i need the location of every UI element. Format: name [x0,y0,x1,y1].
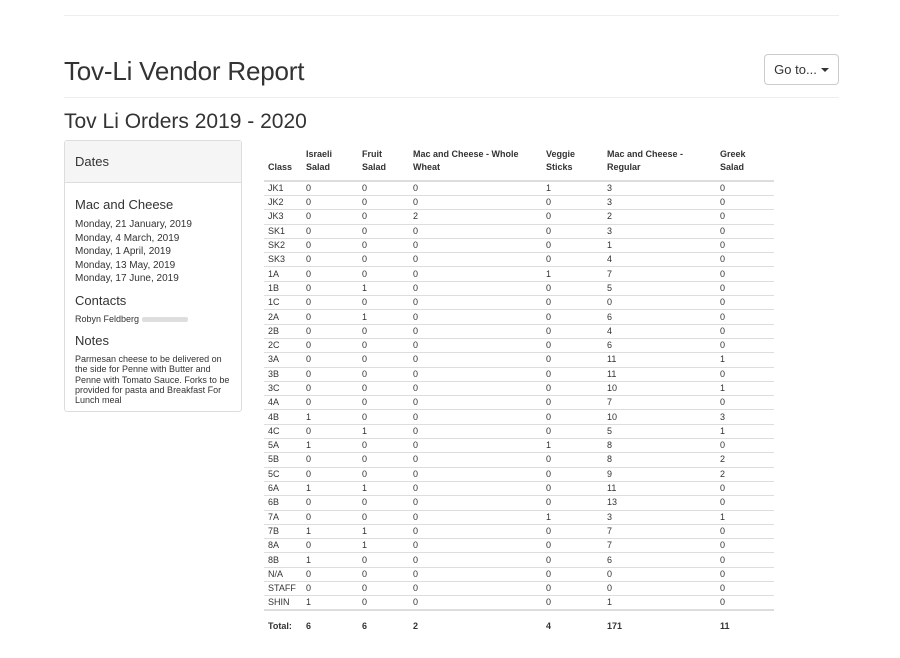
quantity-cell: 0 [542,253,603,267]
notes-title: Notes [75,332,109,348]
quantity-cell: 0 [409,253,542,267]
quantity-cell: 0 [716,253,774,267]
class-cell: N/A [264,567,302,581]
table-row [264,553,774,567]
quantity-cell: 0 [358,381,409,395]
quantity-cell: 1 [716,353,774,367]
quantity-cell: 0 [302,338,358,352]
quantity-cell: 0 [306,183,312,193]
class-cell: 4B [264,410,302,424]
quantity-cell: 0 [302,424,358,438]
quantity-cell: 0 [542,310,603,324]
quantity-cell: 0 [358,596,409,611]
column-header: Class [264,148,302,181]
quantity-cell: 0 [542,367,603,381]
quantity-cell: 6 [603,553,716,567]
quantity-cell: 0 [542,481,603,495]
quantity-cell: 0 [358,567,409,581]
quantity-cell: 1 [302,410,358,424]
class-cell: SHIN [264,596,302,611]
contact-line [75,314,231,324]
quantity-cell: 0 [542,338,603,352]
quantity-cell: 0 [542,467,603,481]
quantity-cell: 13 [603,496,716,510]
quantity-cell: 8 [603,439,716,453]
quantity-cell: 2 [603,210,716,224]
quantity-cell: 0 [542,539,603,553]
table-row [264,310,774,324]
quantity-cell: 0 [542,567,603,581]
table-row [264,510,774,524]
panel-body [65,183,241,405]
quantity-cell: 0 [358,296,409,310]
quantity-cell: 0 [409,238,542,252]
quantity-cell: 0 [409,553,542,567]
quantity-cell: 0 [358,496,409,510]
class-cell: 2B [264,324,302,338]
quantity-cell: 3 [603,196,716,210]
quantity-cell: 0 [358,582,409,596]
quantity-cell: 0 [409,539,542,553]
quantity-cell: 8 [603,453,716,467]
quantity-cell: 0 [409,367,542,381]
totals-cell: 171 [603,610,716,636]
quantity-cell: 0 [358,467,409,481]
class-cell: JK2 [264,196,302,210]
notes-text: Parmesan cheese to be delivered on the side for Penne with Butter and Penne with Tomato Sauce. Forks to be provided for pasta and Breakfast For Lunch meal [75,353,230,406]
class-cell: 5B [264,453,302,467]
quantity-cell: 0 [409,281,542,295]
quantity-cell: 0 [409,567,542,581]
table-row [264,324,774,338]
quantity-cell: 0 [716,224,774,238]
quantity-cell: 0 [716,210,774,224]
quantity-cell: 0 [409,381,542,395]
quantity-cell: 1 [716,424,774,438]
table-row [264,381,774,395]
quantity-cell: 1 [358,310,409,324]
quantity-cell: 1 [542,267,603,281]
quantity-cell: 1 [358,281,409,295]
quantity-cell: 0 [542,553,603,567]
class-cell: 2A [264,310,302,324]
quantity-cell: 0 [409,410,542,424]
quantity-cell: 0 [716,281,774,295]
quantity-cell: 9 [603,467,716,481]
quantity-cell: 0 [302,296,358,310]
quantity-cell: 0 [302,253,358,267]
quantity-cell: 0 [409,324,542,338]
quantity-cell: 0 [542,353,603,367]
quantity-cell: 0 [409,424,542,438]
table-row [264,396,774,410]
contacts-title: Contacts [75,292,127,308]
quantity-cell: 10 [603,381,716,395]
class-cell: 1B [264,281,302,295]
table-row [264,596,774,611]
class-cell: SK1 [264,224,302,238]
class-cell: SK2 [264,238,302,252]
column-header: Israeli Salad [302,148,358,181]
quantity-cell: 10 [603,410,716,424]
totals-cell: 4 [542,610,603,636]
class-cell: 1C [264,296,302,310]
quantity-cell: 0 [542,238,603,252]
quantity-cell: 1 [546,183,552,193]
quantity-cell: 1 [542,510,603,524]
quantity-cell: 0 [542,496,603,510]
quantity-cell: 0 [409,338,542,352]
quantity-cell: 0 [358,238,409,252]
quantity-cell: 3 [603,510,716,524]
quantity-cell: 0 [302,196,358,210]
class-cell: 2C [264,338,302,352]
quantity-cell: 0 [542,210,603,224]
table-row [264,210,774,224]
quantity-cell: 0 [302,367,358,381]
quantity-cell: 0 [358,324,409,338]
quantity-cell: 0 [542,453,603,467]
quantity-cell: 0 [358,196,409,210]
page-header [64,54,839,98]
quantity-cell: 0 [302,281,358,295]
quantity-cell: 11 [603,353,716,367]
quantity-cell: 3 [603,224,716,238]
orders-table [264,148,774,636]
quantity-cell: 0 [409,196,542,210]
column-header: Fruit Salad [358,148,409,181]
quantity-cell: 0 [716,296,774,310]
quantity-cell: 0 [409,396,542,410]
table-row [264,267,774,281]
quantity-cell: 0 [716,567,774,581]
quantity-cell: 0 [716,439,774,453]
quantity-cell: 0 [716,196,774,210]
quantity-cell: 1 [603,238,716,252]
quantity-cell: 0 [603,567,716,581]
quantity-cell: 2 [716,453,774,467]
redacted-contact-info [142,317,188,322]
table-row [264,238,774,252]
quantity-cell: 0 [542,582,603,596]
quantity-cell: 0 [358,553,409,567]
quantity-cell: 0 [720,183,726,193]
quantity-cell: 1 [302,553,358,567]
caret-down-icon [821,68,829,72]
class-cell: 7A [264,510,302,524]
column-header: Veggie Sticks [542,148,603,181]
quantity-cell: 0 [302,224,358,238]
quantity-cell: 4 [603,324,716,338]
quantity-cell: 2 [409,210,542,224]
quantity-cell: 0 [542,381,603,395]
quantity-cell: 0 [716,596,774,611]
quantity-cell: 0 [542,596,603,611]
quantity-cell: 0 [302,396,358,410]
class-cell: 8B [264,553,302,567]
totals-cell: 6 [358,610,409,636]
quantity-cell: 0 [409,481,542,495]
quantity-cell: 0 [716,481,774,495]
quantity-cell: 0 [409,467,542,481]
quantity-cell: 0 [542,524,603,538]
page-title: Tov-Li Vendor Report [64,56,305,86]
table-row [264,439,774,453]
table-row [264,281,774,295]
quantity-cell: 0 [409,510,542,524]
class-cell: 6B [264,496,302,510]
quantity-cell: 11 [603,367,716,381]
class-cell: 8A [264,539,302,553]
quantity-cell: 0 [542,396,603,410]
quantity-cell: 0 [716,338,774,352]
quantity-cell: 0 [716,367,774,381]
quantity-cell: 6 [603,338,716,352]
column-header: Mac and Cheese - Whole Wheat [409,148,542,181]
quantity-cell: 0 [716,267,774,281]
quantity-cell: 2 [716,467,774,481]
quantity-cell: 1 [603,596,716,611]
quantity-cell: 0 [358,510,409,524]
quantity-cell: 1 [358,539,409,553]
quantity-cell: 1 [358,481,409,495]
quantity-cell: 3 [716,410,774,424]
quantity-cell: 0 [358,396,409,410]
quantity-cell: 0 [542,424,603,438]
quantity-cell: 0 [409,496,542,510]
class-cell: 5C [264,467,302,481]
table-row [264,539,774,553]
class-cell: 4C [264,424,302,438]
quantity-cell: 7 [603,539,716,553]
quantity-cell: 0 [302,539,358,553]
quantity-cell: 0 [716,324,774,338]
class-cell: 3C [264,381,302,395]
quantity-cell: 0 [302,324,358,338]
column-header: Mac and Cheese - Regular [603,148,716,181]
class-cell: 4A [264,396,302,410]
quantity-cell: 0 [542,196,603,210]
quantity-cell: 6 [603,310,716,324]
quantity-cell: 0 [409,224,542,238]
quantity-cell: 5 [603,424,716,438]
date-item: Monday, 4 March, 2019 [75,232,180,244]
date-item: Monday, 21 January, 2019 [75,219,192,230]
section-title: Tov Li Orders 2019 - 2020 [64,110,307,133]
quantity-cell: 0 [358,253,409,267]
quantity-cell: 1 [716,510,774,524]
quantity-cell: 1 [358,524,409,538]
table-row [264,453,774,467]
table-row [264,224,774,238]
class-cell: 5A [264,439,302,453]
quantity-cell: 0 [716,238,774,252]
totals-cell: 6 [302,610,358,636]
quantity-cell: 0 [302,310,358,324]
quantity-cell: 0 [358,439,409,453]
quantity-cell: 0 [603,296,716,310]
table-body [264,181,774,610]
quantity-cell: 0 [716,539,774,553]
quantity-cell: 0 [302,267,358,281]
table-row [264,582,774,596]
quantity-cell: 0 [302,467,358,481]
quantity-cell: 0 [302,238,358,252]
quantity-cell: 0 [716,496,774,510]
quantity-cell: 0 [302,567,358,581]
quantity-cell: 0 [362,183,368,193]
table-row [264,496,774,510]
class-cell: 6A [264,481,302,495]
dates-panel [64,140,242,412]
quantity-cell: 0 [413,183,419,193]
quantity-cell: 0 [302,381,358,395]
totals-cell: Total: [264,610,302,636]
quantity-cell: 3 [607,183,613,193]
contact-name: Robyn Feldberg [75,313,140,324]
panel-heading: Dates [65,141,241,183]
quantity-cell: 0 [358,453,409,467]
quantity-cell: 1 [542,439,603,453]
table-row [264,524,774,538]
date-item: Monday, 1 April, 2019 [75,246,171,258]
quantity-cell: 7 [603,396,716,410]
quantity-cell: 1 [302,439,358,453]
table-row [264,567,774,581]
table-row [264,196,774,210]
quantity-cell: 7 [603,524,716,538]
goto-dropdown-button[interactable] [764,54,839,85]
quantity-cell: 0 [358,338,409,352]
quantity-cell: 0 [358,224,409,238]
quantity-cell: 5 [603,281,716,295]
quantity-cell: 0 [409,596,542,611]
quantity-cell: 0 [542,324,603,338]
goto-label: Go to... [774,62,817,77]
table-row [264,467,774,481]
quantity-cell: 0 [542,224,603,238]
quantity-cell: 0 [409,453,542,467]
quantity-cell: 7 [603,267,716,281]
quantity-cell: 0 [358,410,409,424]
quantity-cell: 0 [542,410,603,424]
quantity-cell: 0 [409,524,542,538]
table-row [264,181,774,196]
quantity-cell: 1 [358,424,409,438]
quantity-cell: 0 [358,267,409,281]
quantity-cell: 0 [542,281,603,295]
class-cell: SK3 [264,253,302,267]
quantity-cell: 0 [409,267,542,281]
column-header: Greek Salad [716,148,774,181]
quantity-cell: 0 [716,396,774,410]
class-cell: 7B [264,524,302,538]
quantity-cell: 0 [409,310,542,324]
quantity-cell: 0 [716,310,774,324]
table-header-row [264,148,774,181]
table-row [264,253,774,267]
class-cell: JK3 [264,210,302,224]
menu-title: Mac and Cheese [75,197,174,212]
table-row [264,424,774,438]
date-list [75,218,231,286]
class-cell: 1A [264,267,302,281]
quantity-cell: 1 [716,381,774,395]
quantity-cell: 0 [409,582,542,596]
quantity-cell: 0 [716,553,774,567]
quantity-cell: 0 [409,353,542,367]
quantity-cell: 0 [302,582,358,596]
quantity-cell: 0 [302,510,358,524]
table-row [264,296,774,310]
quantity-cell: 0 [542,296,603,310]
table-row [264,410,774,424]
date-item: Monday, 13 May, 2019 [75,259,176,271]
table-row [264,367,774,381]
class-cell: STAFF [264,582,302,596]
quantity-cell: 0 [409,439,542,453]
date-item: Monday, 17 June, 2019 [75,273,179,285]
quantity-cell: 0 [302,210,358,224]
quantity-cell: 0 [409,296,542,310]
class-cell: 3A [264,353,302,367]
quantity-cell: 0 [603,582,716,596]
quantity-cell: 4 [603,253,716,267]
totals-cell: 2 [409,610,542,636]
class-cell: JK1 [268,183,284,193]
quantity-cell: 0 [716,524,774,538]
quantity-cell: 0 [358,353,409,367]
top-divider [64,15,839,16]
quantity-cell: 1 [302,596,358,611]
table-row [264,481,774,495]
table-row [264,353,774,367]
quantity-cell: 1 [302,481,358,495]
quantity-cell: 0 [358,210,409,224]
quantity-cell: 1 [302,524,358,538]
quantity-cell: 0 [302,353,358,367]
quantity-cell: 11 [603,481,716,495]
quantity-cell: 0 [302,453,358,467]
quantity-cell: 0 [716,582,774,596]
class-cell: 3B [264,367,302,381]
quantity-cell: 0 [358,367,409,381]
totals-cell: 11 [716,610,774,636]
table-row [264,338,774,352]
totals-row [264,610,774,636]
quantity-cell: 0 [302,496,358,510]
